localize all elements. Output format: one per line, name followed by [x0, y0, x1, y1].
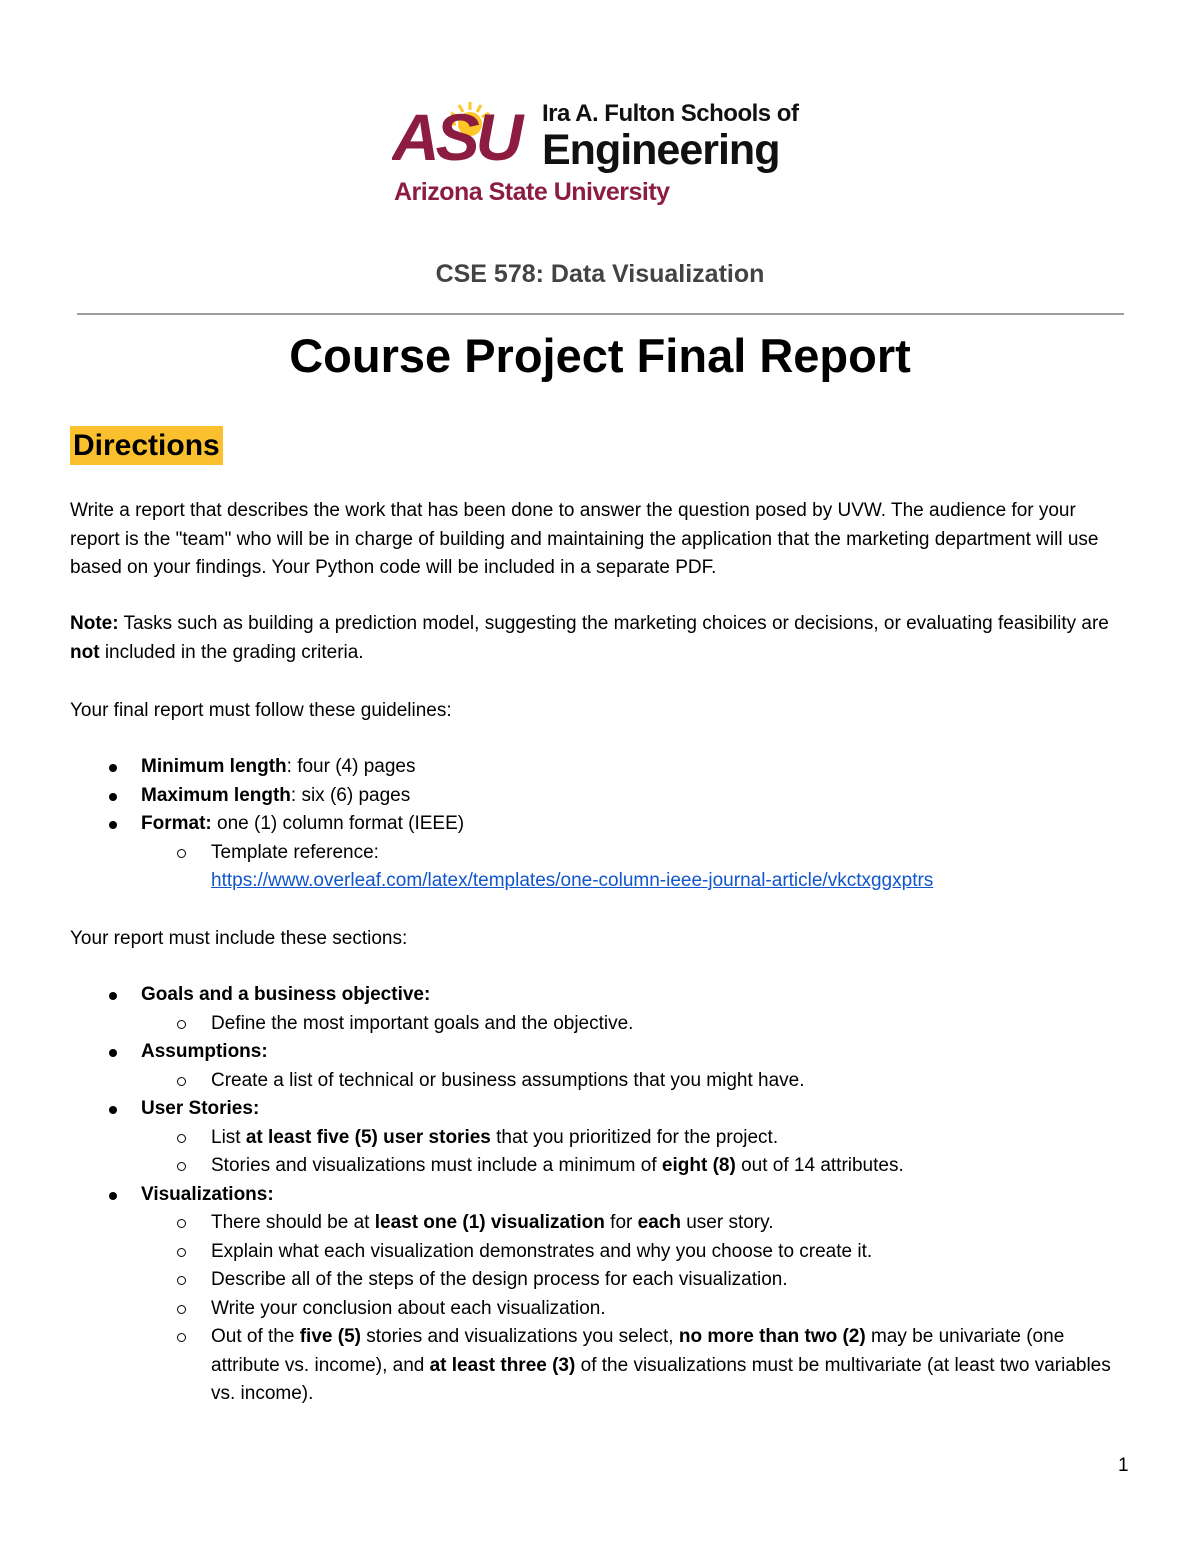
list-item: [70, 782, 1130, 811]
max-length-label: Maximum length: [141, 784, 291, 806]
page-number: 1: [1118, 1455, 1129, 1476]
list-item: [70, 1124, 1130, 1153]
stories-label: User Stories:: [141, 1098, 260, 1119]
format-label: Format:: [141, 813, 212, 834]
viz-item5-bold3: at least three (3): [429, 1354, 576, 1376]
list-item: [70, 753, 1130, 782]
stories-item2-bold: eight (8): [661, 1155, 736, 1176]
template-label: Template reference:: [211, 841, 379, 863]
bullet-icon: [109, 793, 117, 801]
guidelines-intro: Your final report must follow these guidelines:: [70, 700, 452, 721]
asu-mark-text: ASU: [392, 100, 520, 168]
stories-item1-text: List: [211, 1126, 246, 1148]
list-item: [70, 839, 1130, 896]
logo-engineering-line: Engineering: [542, 126, 780, 174]
list-item: [70, 810, 1130, 839]
asu-mark-icon: [392, 98, 542, 168]
list-item: [70, 1323, 1130, 1409]
viz-item4: Write your conclusion about each visualization.: [211, 1297, 606, 1319]
list-item: [70, 1038, 1130, 1067]
max-length-value: : six (6) pages: [290, 784, 411, 806]
circle-bullet-icon: [177, 1020, 186, 1029]
list-item: [70, 1181, 1130, 1210]
list-item: [70, 1266, 1130, 1295]
sections-list: [70, 981, 1130, 1409]
viz-item5-text: Out of the: [211, 1326, 300, 1347]
assumptions-label: Assumptions:: [141, 1041, 268, 1062]
divider: [77, 313, 1124, 315]
course-code: CSE 578: Data Visualization: [435, 260, 765, 288]
assumptions-item: Create a list of technical or business assumptions that you might have.: [211, 1069, 805, 1091]
list-item: [70, 1152, 1130, 1181]
logo-university-line: Arizona State University: [394, 178, 670, 206]
circle-bullet-icon: [177, 1162, 186, 1171]
viz-item5-bold1: five (5): [299, 1326, 361, 1347]
directions-heading: Directions: [70, 426, 223, 465]
circle-bullet-icon: [177, 1077, 186, 1086]
circle-bullet-icon: [177, 1134, 186, 1143]
viz-item1-bold2: each: [637, 1212, 681, 1233]
viz-label: Visualizations:: [141, 1183, 274, 1205]
viz-item1-text: There should be at: [211, 1212, 375, 1233]
bullet-icon: [109, 764, 117, 772]
bullet-icon: [109, 992, 117, 1000]
viz-item3: Describe all of the steps of the design process for each visualization.: [211, 1269, 788, 1290]
page-title: Course Project Final Report: [289, 329, 911, 382]
circle-bullet-icon: [177, 1305, 186, 1314]
bullet-icon: [109, 1049, 117, 1057]
list-item: [70, 1209, 1130, 1238]
circle-bullet-icon: [177, 1248, 186, 1257]
circle-bullet-icon: [177, 1219, 186, 1228]
stories-item2-text: Stories and visualizations must include a minimum of: [211, 1155, 662, 1176]
guidelines-list: [70, 753, 1130, 896]
viz-item1-end: user story.: [680, 1212, 774, 1233]
viz-item1-mid: for: [604, 1212, 638, 1233]
stories-item1-bold: at least five (5) user stories: [245, 1126, 491, 1148]
note-label: Note:: [70, 613, 119, 634]
circle-bullet-icon: [177, 1333, 186, 1342]
note-text: Tasks such as building a prediction model, suggesting the marketing choices or decisions, or evaluating feasibility are: [118, 613, 1109, 634]
list-item: [70, 1238, 1130, 1267]
min-length-label: Minimum length: [141, 756, 287, 777]
circle-bullet-icon: [177, 1276, 186, 1285]
logo-school-line: Ira A. Fulton Schools of: [542, 100, 799, 127]
list-item: [70, 1010, 1130, 1039]
bullet-icon: [109, 821, 117, 829]
intro-paragraph: Write a report that describes the work that has been done to answer the question posed by UVW. The audience for your report is the "team" who will be in charge of building and maintaining the application that the marketing department will use based on your findings. Your Python code will be included in a separate PDF.: [70, 500, 1099, 578]
viz-item5-end: of the visualizations must be multivariate (at least two variables vs. income).: [211, 1354, 1111, 1404]
list-item: [70, 1067, 1130, 1096]
list-item: [70, 1095, 1130, 1124]
note-text-end: included in the grading criteria.: [99, 641, 364, 663]
goals-item: Define the most important goals and the objective.: [211, 1012, 634, 1034]
list-item: [70, 1295, 1130, 1324]
stories-item2-end: out of 14 attributes.: [735, 1155, 904, 1176]
min-length-value: : four (4) pages: [286, 756, 416, 777]
bullet-icon: [109, 1192, 117, 1200]
viz-item1-bold: least one (1) visualization: [374, 1212, 605, 1233]
template-link[interactable]: https://www.overleaf.com/latex/templates/one-column-ieee-journal-article/vkctxggxptrs: [211, 870, 934, 891]
format-value: one (1) column format (IEEE): [211, 813, 465, 834]
goals-label: Goals and a business objective:: [141, 984, 431, 1005]
viz-item2: Explain what each visualization demonstrates and why you choose to create it.: [211, 1240, 873, 1262]
list-item: [70, 981, 1130, 1010]
viz-item5-mid2: may be univariate (one attribute vs. income), and: [211, 1326, 1065, 1376]
asu-logo: [392, 98, 812, 208]
stories-item1-end: that you prioritized for the project.: [490, 1126, 779, 1148]
sections-intro: Your report must include these sections:: [70, 928, 408, 949]
circle-bullet-icon: [177, 849, 186, 858]
note-bold: not: [70, 641, 100, 663]
bullet-icon: [109, 1106, 117, 1114]
viz-item5-mid1: stories and visualizations you select,: [360, 1326, 679, 1347]
note-paragraph: [70, 610, 1130, 667]
viz-item5-bold2: no more than two (2): [678, 1326, 866, 1347]
